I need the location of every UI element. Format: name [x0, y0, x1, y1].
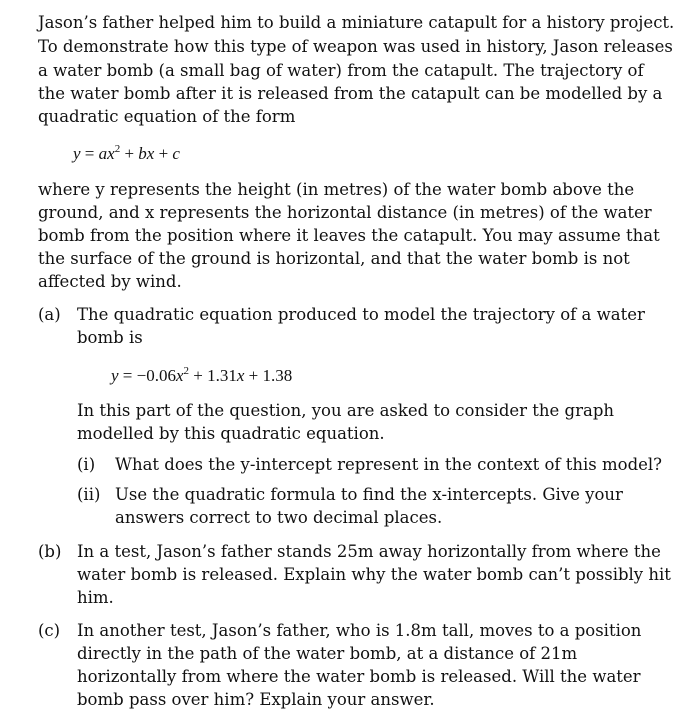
context-line: affected by wind.	[38, 272, 182, 291]
context-line: bomb from the position where it leaves the catapult. You may assume that	[38, 226, 660, 245]
part-a-i-text: What does the y-intercept represent in the context of this model?	[115, 455, 663, 474]
part-a-label: (a)	[38, 305, 61, 324]
part-a-line: bomb is	[77, 328, 143, 347]
part-c-label: (c)	[38, 621, 61, 640]
context-line: where y represents the height (in metres) of the water bomb above the	[38, 180, 635, 199]
part-c-line: horizontally from where the water bomb is released. Will the water	[77, 667, 641, 686]
part-b-line: him.	[77, 588, 114, 607]
part-b-line: In a test, Jason’s father stands 25m away horizontally from where the	[77, 542, 661, 561]
part-b-label: (b)	[38, 542, 62, 561]
intro-line: To demonstrate how this type of weapon was used in history, Jason releases	[38, 37, 673, 56]
intro-line: quadratic equation of the form	[38, 107, 296, 126]
part-a-followup-line: In this part of the question, you are asked to consider the graph	[77, 401, 615, 420]
part-a-ii-line: answers correct to two decimal places.	[115, 508, 443, 527]
part-c-line: bomb pass over him? Explain your answer.	[77, 690, 435, 709]
part-a-line: The quadratic equation produced to model the trajectory of a water	[77, 305, 645, 324]
part-b-line: water bomb is released. Explain why the water bomb can’t possibly hit	[77, 565, 671, 584]
part-a-i-label: (i)	[77, 455, 96, 474]
model-quadratic-equation: $y = -0.06x^2 + 1.31x + 1.38$	[111, 365, 293, 385]
part-c-line: directly in the path of the water bomb, at a distance of 21m	[77, 644, 578, 663]
intro-line: a water bomb (a small bag of water) from the catapult. The trajectory of	[38, 61, 644, 80]
context-line: ground, and x represents the horizontal distance (in metres) of the water	[38, 203, 652, 222]
general-quadratic-equation: $y = ax^2$ + bx + c	[73, 143, 180, 163]
intro-line: Jason’s father helped him to build a miniature catapult for a history project.	[38, 13, 675, 32]
intro-line: the water bomb after it is released from the catapult can be modelled by a	[38, 84, 663, 103]
part-c-line: In another test, Jason’s father, who is 1.8m tall, moves to a position	[77, 621, 642, 640]
part-a-followup-line: modelled by this quadratic equation.	[77, 424, 385, 443]
context-line: the surface of the ground is horizontal, and that the water bomb is not	[38, 249, 630, 268]
part-a-ii-line: Use the quadratic formula to find the x-intercepts. Give your	[115, 485, 623, 504]
part-a-ii-label: (ii)	[77, 485, 101, 504]
